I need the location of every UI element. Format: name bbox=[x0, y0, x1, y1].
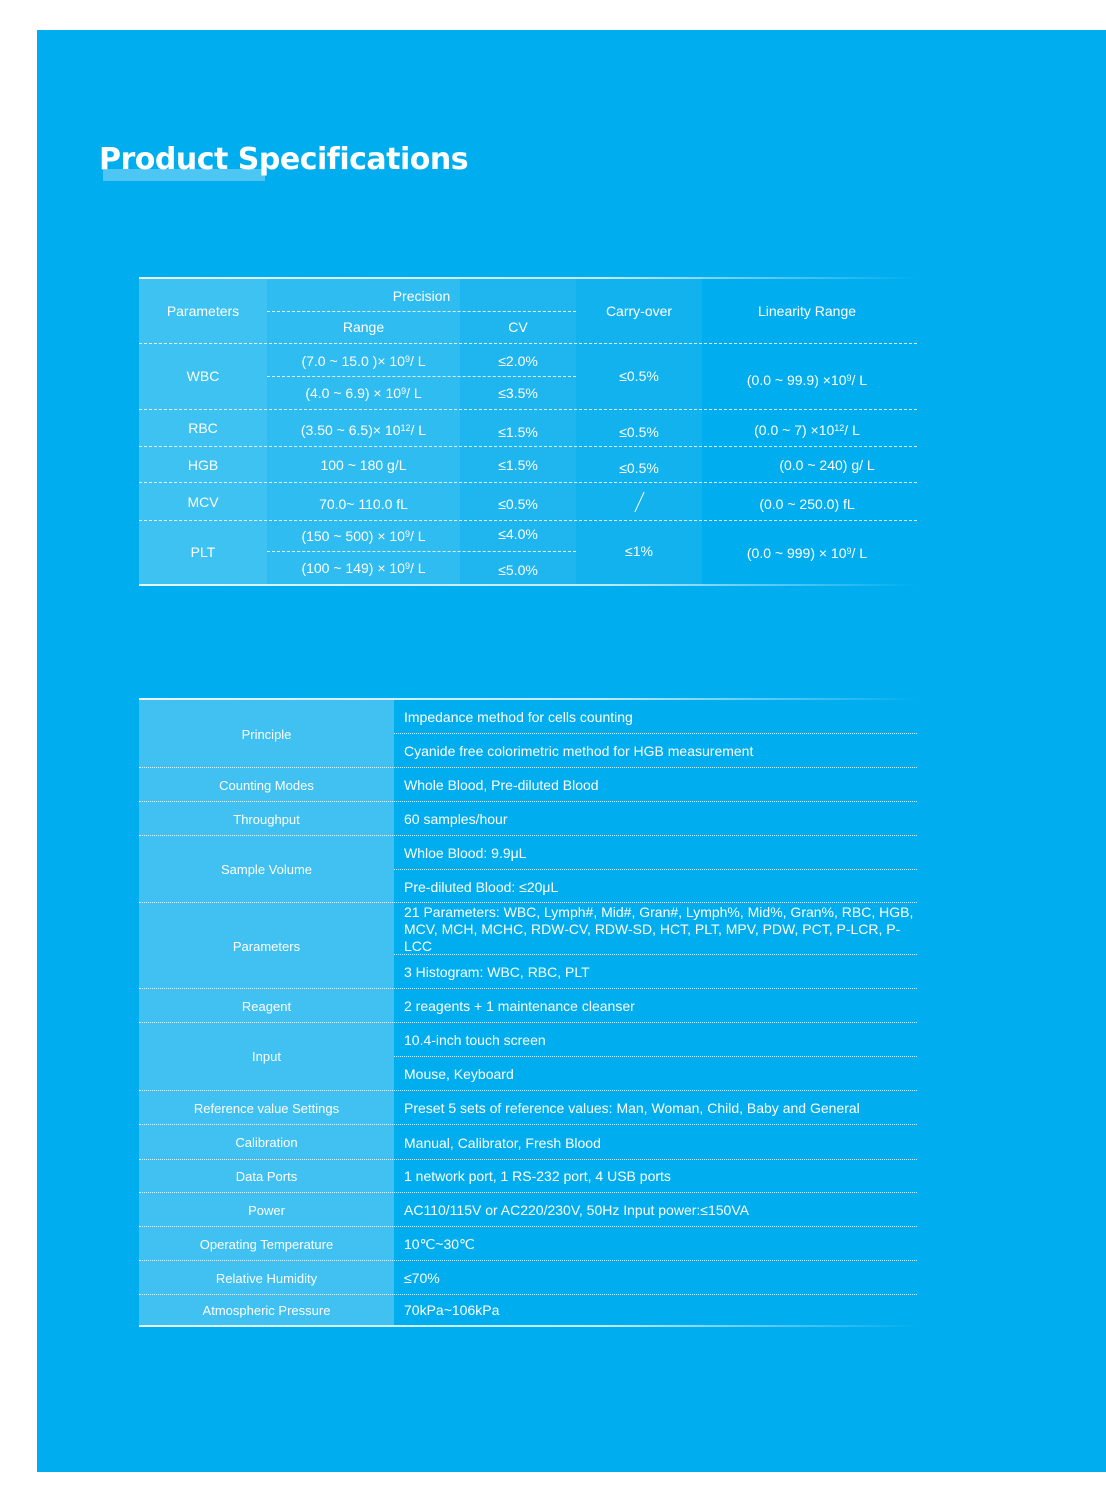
linearity-unit: / L bbox=[844, 422, 860, 438]
plt-range-1: (150 ~ 500) × 10 $^9$ / L bbox=[301, 528, 426, 544]
range-base: (7.0 ~ 15.0 )× 10 bbox=[301, 353, 405, 369]
mcv-carry-over bbox=[576, 483, 702, 520]
slash-icon bbox=[634, 491, 644, 511]
linearity-base: (0.0 ~ 99.9) ×10 bbox=[746, 372, 847, 388]
range-unit: / L bbox=[410, 422, 427, 438]
label-principle: Principle bbox=[241, 726, 292, 742]
hgb-range: 100 ~ 180 g/L bbox=[320, 456, 407, 473]
range-base: (3.50 ~ 6.5)× 10 bbox=[300, 422, 401, 438]
table-bottom-border bbox=[139, 584, 917, 586]
linearity-unit: / L bbox=[851, 545, 868, 561]
label-sample-volume: Sample Volume bbox=[220, 861, 313, 877]
label-counting-modes: Counting Modes bbox=[219, 777, 314, 793]
range-base: (100 ~ 149) × 10 bbox=[301, 560, 405, 576]
linearity-base: (0.0 ~ 999) × 10 bbox=[746, 545, 847, 561]
value-operating-temperature: 10℃~30℃ bbox=[404, 1235, 475, 1252]
rbc-cv: ≤1.5% bbox=[498, 424, 538, 440]
label-relative-humidity: Relative Humidity bbox=[215, 1270, 318, 1286]
plt-carry-over: ≤1% bbox=[625, 543, 653, 559]
header-range: Range bbox=[342, 319, 385, 335]
wbc-linearity: (0.0 ~ 99.9) ×10 $^9$ / L bbox=[746, 372, 868, 388]
value-principle-1: Impedance method for cells counting bbox=[404, 709, 633, 725]
rbc-carry-over: ≤0.5% bbox=[619, 424, 659, 440]
header-precision: Precision bbox=[392, 288, 451, 304]
plt-range-2: (100 ~ 149) × 10 $^9$ / L bbox=[301, 560, 426, 576]
range-unit: / L bbox=[409, 528, 426, 544]
table-bottom-border bbox=[139, 1325, 917, 1327]
hgb-carry-over: ≤0.5% bbox=[619, 459, 659, 476]
label-throughput: Throughput bbox=[233, 811, 300, 827]
plt-cv-2: ≤5.0% bbox=[498, 562, 538, 578]
value-reference-values: Preset 5 sets of reference values: Man, Woman, Child, Baby and General bbox=[404, 1100, 860, 1116]
value-atmospheric-pressure: 70kPa~106kPa bbox=[404, 1302, 500, 1318]
label-reagent: Reagent bbox=[241, 998, 292, 1014]
wbc-carry-over: ≤0.5% bbox=[619, 368, 659, 384]
row-label-hgb: HGB bbox=[187, 456, 219, 473]
wbc-range-2: (4.0 ~ 6.9) × 10 $^9$ / L bbox=[305, 385, 422, 401]
hgb-cv: ≤1.5% bbox=[498, 456, 538, 473]
header-cv: CV bbox=[508, 319, 528, 335]
range-unit: / L bbox=[409, 353, 426, 369]
label-atmospheric-pressure: Atmospheric Pressure bbox=[202, 1302, 331, 1318]
range-base: (150 ~ 500) × 10 bbox=[301, 528, 405, 544]
label-reference-values: Reference value Settings bbox=[193, 1100, 340, 1116]
value-input-1: 10.4-inch touch screen bbox=[404, 1031, 546, 1048]
range-unit: / L bbox=[409, 560, 426, 576]
label-power: Power bbox=[248, 1202, 285, 1218]
header-carry-over: Carry-over bbox=[605, 303, 673, 319]
divider bbox=[267, 551, 576, 552]
label-data-ports: Data Ports bbox=[235, 1168, 298, 1184]
spec-panel bbox=[37, 30, 1106, 1472]
plt-cv-1: ≤4.0% bbox=[498, 526, 538, 542]
value-reagent: 2 reagents + 1 maintenance cleanser bbox=[404, 998, 635, 1014]
title-wrap bbox=[99, 142, 468, 177]
row-label-mcv: MCV bbox=[187, 493, 219, 510]
value-sample-volume-2: Pre-diluted Blood: ≤20μL bbox=[404, 878, 559, 895]
mcv-linearity: (0.0 ~ 250.0) fL bbox=[759, 495, 855, 512]
label-input: Input bbox=[252, 1048, 281, 1064]
value-power: AC110/115V or AC220/230V, 50Hz Input power:≤150VA bbox=[404, 1202, 749, 1218]
value-counting-modes: Whole Blood, Pre-diluted Blood bbox=[404, 777, 599, 793]
range-unit: / L bbox=[406, 385, 422, 401]
wbc-cv-2: ≤3.5% bbox=[498, 385, 538, 401]
value-principle-2: Cyanide free colorimetric method for HGB measurement bbox=[404, 743, 754, 759]
rbc-linearity: (0.0 ~ 7) ×10 $^{12}$ / L bbox=[754, 422, 860, 438]
row-label-wbc: WBC bbox=[186, 368, 220, 384]
header-parameters: Parameters bbox=[166, 303, 240, 319]
row-label-rbc: RBC bbox=[188, 420, 218, 436]
mcv-cv: ≤0.5% bbox=[498, 495, 538, 512]
mcv-range: 70.0~ 110.0 fL bbox=[319, 495, 408, 512]
page-title: Product Specifications bbox=[99, 142, 469, 177]
wbc-range-1: (7.0 ~ 15.0 )× 10 $^9$ / L bbox=[301, 353, 426, 369]
header-linearity-range: Linearity Range bbox=[757, 303, 857, 319]
value-data-ports: 1 network port, 1 RS-232 port, 4 USB ports bbox=[404, 1168, 671, 1184]
rbc-range: (3.50 ~ 6.5)× 10 $^{12}$ / L bbox=[300, 422, 427, 438]
value-calibration: Manual, Calibrator, Fresh Blood bbox=[404, 1134, 601, 1151]
label-operating-temperature: Operating Temperature bbox=[199, 1236, 334, 1252]
value-input-2: Mouse, Keyboard bbox=[404, 1066, 514, 1082]
label-calibration: Calibration bbox=[235, 1135, 298, 1150]
label-parameters: Parameters bbox=[232, 938, 301, 954]
value-throughput: 60 samples/hour bbox=[404, 811, 508, 827]
value-parameters-1: 21 Parameters: WBC, Lymph#, Mid#, Gran#, Lymph%, Mid%, Gran%, RBC, HGB, MCV, MCH, MCHC, RDW-CV, RDW-SD, HCT, PLT, MPV, PDW, PCT, P-LCR, P-LCC bbox=[404, 903, 914, 954]
value-relative-humidity: ≤70% bbox=[404, 1270, 440, 1286]
linearity-base: (0.0 ~ 7) ×10 bbox=[754, 422, 835, 438]
hgb-linearity: (0.0 ~ 240) g/ L bbox=[779, 456, 875, 473]
value-parameters-2: 3 Histogram: WBC, RBC, PLT bbox=[404, 963, 590, 980]
range-base: (4.0 ~ 6.9) × 10 bbox=[305, 385, 402, 401]
linearity-unit: / L bbox=[851, 372, 868, 388]
plt-linearity: (0.0 ~ 999) × 10 $^9$ / L bbox=[746, 545, 868, 561]
row-label-plt: PLT bbox=[190, 544, 216, 560]
wbc-cv-1: ≤2.0% bbox=[498, 353, 538, 369]
value-sample-volume-1: Whloe Blood: 9.9μL bbox=[404, 844, 527, 861]
